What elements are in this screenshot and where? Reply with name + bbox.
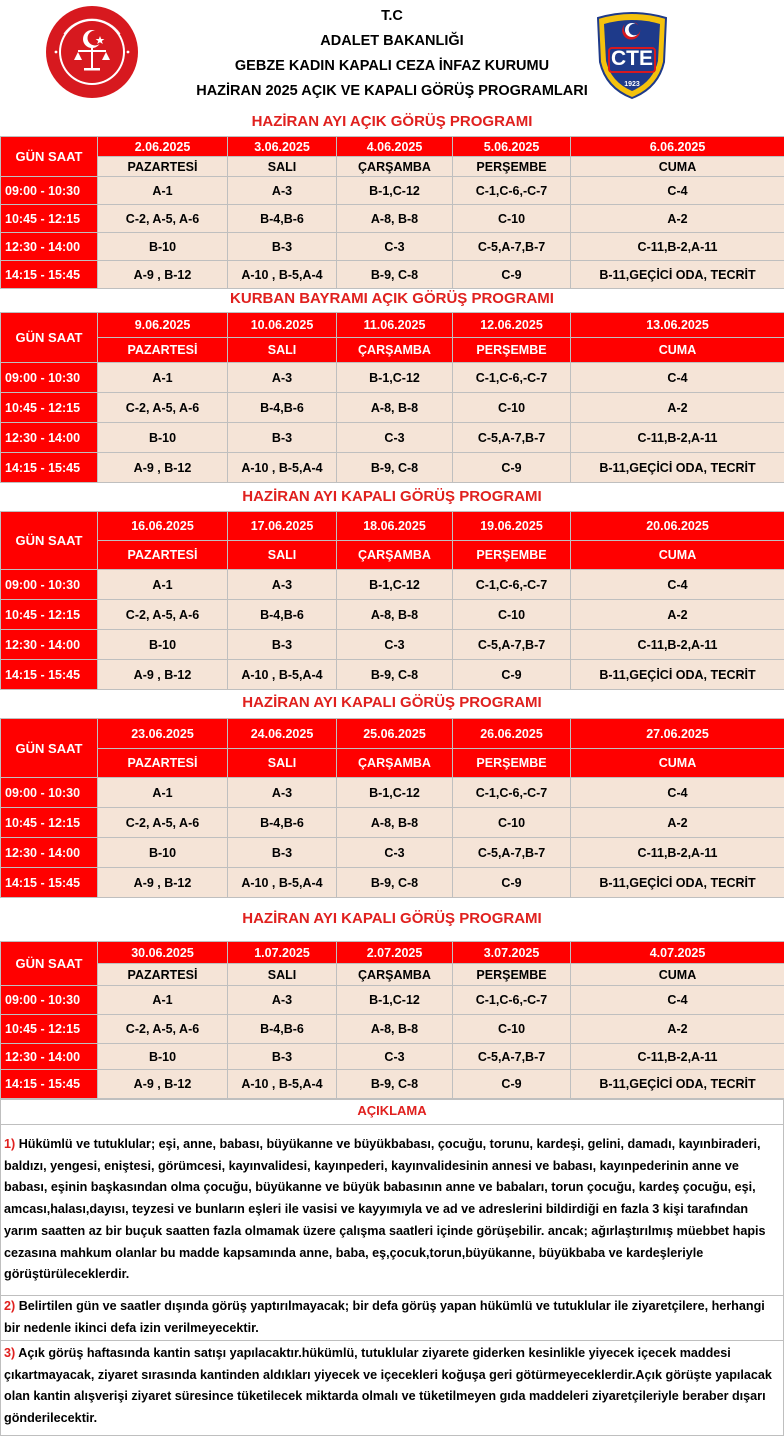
table-row <box>1 393 784 423</box>
block-cell: B-11,GEÇİCİ ODA, TECRİT <box>571 660 784 690</box>
block-cell: A-3 <box>228 778 337 808</box>
block-cell: C-5,A-7,B-7 <box>453 630 571 660</box>
time-slot: 09:00 - 10:30 <box>1 570 98 600</box>
block-cell: B-3 <box>228 1044 337 1070</box>
table-row <box>1 233 784 261</box>
schedule-table <box>0 312 784 483</box>
block-cell: B-4,B-6 <box>228 600 337 630</box>
cte-logo-year: 1923 <box>624 81 640 88</box>
time-slot: 14:15 - 15:45 <box>1 1070 98 1099</box>
header-tc: T.C <box>381 8 403 24</box>
block-cell: B-9, C-8 <box>337 1070 453 1099</box>
date-cell: 25.06.2025 <box>337 719 453 749</box>
block-cell: A-8, B-8 <box>337 393 453 423</box>
time-slot: 14:15 - 15:45 <box>1 261 98 289</box>
day-cell: PERŞEMBE <box>453 338 571 363</box>
day-cell: PERŞEMBE <box>453 964 571 986</box>
block-cell: C-11,B-2,A-11 <box>571 838 784 868</box>
time-slot: 12:30 - 14:00 <box>1 1044 98 1070</box>
date-cell: 30.06.2025 <box>98 942 228 964</box>
block-cell: C-1,C-6,-C-7 <box>453 570 571 600</box>
gun-saat-header: GÜN SAAT <box>1 942 98 986</box>
block-cell: C-9 <box>453 261 571 289</box>
time-slot: 10:45 - 12:15 <box>1 600 98 630</box>
day-cell: SALI <box>228 964 337 986</box>
block-cell: C-3 <box>337 838 453 868</box>
time-slot: 10:45 - 12:15 <box>1 1015 98 1044</box>
block-cell: A-1 <box>98 778 228 808</box>
section-title: HAZİRAN AYI KAPALI GÖRÜŞ PROGRAMI <box>242 910 542 927</box>
block-cell: C-11,B-2,A-11 <box>571 423 784 453</box>
day-cell: ÇARŞAMBA <box>337 541 453 570</box>
section-title: HAZİRAN AYI KAPALI GÖRÜŞ PROGRAMI <box>242 694 542 711</box>
date-cell: 11.06.2025 <box>337 313 453 338</box>
day-cell: PAZARTESİ <box>98 749 228 778</box>
schedule-table <box>0 941 784 1099</box>
divider <box>0 1124 784 1125</box>
date-cell: 20.06.2025 <box>571 512 784 541</box>
block-cell: C-11,B-2,A-11 <box>571 1044 784 1070</box>
date-cell: 13.06.2025 <box>571 313 784 338</box>
table-row <box>1 986 784 1015</box>
note-text: Belirtilen gün ve saatler dışında görüş yaptırılmayacak; bir defa görüş yapan hükümlü ve tutuklular ile ziyaretçilere, herhangi bir nedenle ikinci defa izin verilmeyecektir. <box>4 1299 765 1335</box>
table-row <box>1 838 784 868</box>
block-cell: B-3 <box>228 423 337 453</box>
block-cell: A-9 , B-12 <box>98 1070 228 1099</box>
schedule-table <box>0 511 784 690</box>
block-cell: A-1 <box>98 986 228 1015</box>
explanation-note-2 <box>4 1296 782 1339</box>
day-cell: ÇARŞAMBA <box>337 964 453 986</box>
time-slot: 14:15 - 15:45 <box>1 453 98 483</box>
time-slot: 09:00 - 10:30 <box>1 363 98 393</box>
divider <box>0 1340 784 1341</box>
time-slot: 12:30 - 14:00 <box>1 423 98 453</box>
day-cell: PERŞEMBE <box>453 541 571 570</box>
table-row <box>1 1015 784 1044</box>
table-row <box>1 660 784 690</box>
block-cell: C-9 <box>453 1070 571 1099</box>
block-cell: C-3 <box>337 1044 453 1070</box>
block-cell: B-11,GEÇİCİ ODA, TECRİT <box>571 1070 784 1099</box>
block-cell: A-9 , B-12 <box>98 868 228 898</box>
time-slot: 12:30 - 14:00 <box>1 233 98 261</box>
header-program-title: HAZİRAN 2025 AÇIK VE KAPALI GÖRÜŞ PROGRAMLARI <box>196 83 588 99</box>
day-cell: SALI <box>228 749 337 778</box>
block-cell: A-10 , B-5,A-4 <box>228 1070 337 1099</box>
date-cell: 18.06.2025 <box>337 512 453 541</box>
time-slot: 09:00 - 10:30 <box>1 778 98 808</box>
block-cell: B-3 <box>228 838 337 868</box>
day-cell: SALI <box>228 157 337 177</box>
block-cell: B-10 <box>98 1044 228 1070</box>
header-institution: GEBZE KADIN KAPALI CEZA İNFAZ KURUMU <box>234 58 550 74</box>
note-number: 1) <box>4 1137 16 1151</box>
date-cell: 6.06.2025 <box>571 137 784 157</box>
block-cell: B-1,C-12 <box>337 986 453 1015</box>
block-cell: A-3 <box>228 570 337 600</box>
block-cell: B-4,B-6 <box>228 1015 337 1044</box>
date-cell: 10.06.2025 <box>228 313 337 338</box>
block-cell: C-1,C-6,-C-7 <box>453 363 571 393</box>
block-cell: C-2, A-5, A-6 <box>98 600 228 630</box>
block-cell: B-1,C-12 <box>337 177 453 205</box>
block-cell: B-9, C-8 <box>337 868 453 898</box>
gun-saat-header: GÜN SAAT <box>1 137 98 177</box>
block-cell: B-1,C-12 <box>337 363 453 393</box>
block-cell: A-1 <box>98 570 228 600</box>
time-slot: 10:45 - 12:15 <box>1 393 98 423</box>
block-cell: C-1,C-6,-C-7 <box>453 778 571 808</box>
block-cell: A-2 <box>571 205 784 233</box>
block-cell: B-11,GEÇİCİ ODA, TECRİT <box>571 868 784 898</box>
date-cell: 3.07.2025 <box>453 942 571 964</box>
section-title: HAZİRAN AYI KAPALI GÖRÜŞ PROGRAMI <box>242 488 542 505</box>
table-row <box>1 1070 784 1099</box>
day-cell: ÇARŞAMBA <box>337 157 453 177</box>
block-cell: C-2, A-5, A-6 <box>98 393 228 423</box>
block-cell: A-8, B-8 <box>337 205 453 233</box>
block-cell: C-5,A-7,B-7 <box>453 838 571 868</box>
section-title: HAZİRAN AYI AÇIK GÖRÜŞ PROGRAMI <box>251 113 533 130</box>
day-cell: ÇARŞAMBA <box>337 749 453 778</box>
date-cell: 12.06.2025 <box>453 313 571 338</box>
block-cell: A-3 <box>228 363 337 393</box>
block-cell: C-9 <box>453 868 571 898</box>
block-cell: A-9 , B-12 <box>98 261 228 289</box>
block-cell: B-10 <box>98 233 228 261</box>
block-cell: B-9, C-8 <box>337 660 453 690</box>
block-cell: A-2 <box>571 1015 784 1044</box>
table-row <box>1 1044 784 1070</box>
block-cell: C-10 <box>453 205 571 233</box>
ministry-of-justice-seal-icon <box>44 4 140 100</box>
date-cell: 24.06.2025 <box>228 719 337 749</box>
block-cell: A-9 , B-12 <box>98 453 228 483</box>
note-number: 2) <box>4 1299 16 1313</box>
block-cell: A-10 , B-5,A-4 <box>228 660 337 690</box>
block-cell: C-5,A-7,B-7 <box>453 233 571 261</box>
block-cell: C-10 <box>453 1015 571 1044</box>
block-cell: A-2 <box>571 393 784 423</box>
date-cell: 4.06.2025 <box>337 137 453 157</box>
date-cell: 19.06.2025 <box>453 512 571 541</box>
time-slot: 09:00 - 10:30 <box>1 177 98 205</box>
block-cell: C-2, A-5, A-6 <box>98 808 228 838</box>
date-cell: 26.06.2025 <box>453 719 571 749</box>
day-cell: CUMA <box>571 541 784 570</box>
day-cell: PAZARTESİ <box>98 964 228 986</box>
block-cell: B-11,GEÇİCİ ODA, TECRİT <box>571 261 784 289</box>
day-cell: CUMA <box>571 964 784 986</box>
block-cell: B-4,B-6 <box>228 808 337 838</box>
block-cell: B-3 <box>228 630 337 660</box>
block-cell: A-1 <box>98 177 228 205</box>
block-cell: C-4 <box>571 177 784 205</box>
explanation-border-left <box>0 1099 1 1436</box>
date-cell: 17.06.2025 <box>228 512 337 541</box>
block-cell: A-8, B-8 <box>337 1015 453 1044</box>
block-cell: B-9, C-8 <box>337 261 453 289</box>
explanation-note-3 <box>4 1343 782 1430</box>
block-cell: A-10 , B-5,A-4 <box>228 453 337 483</box>
block-cell: C-1,C-6,-C-7 <box>453 177 571 205</box>
time-slot: 10:45 - 12:15 <box>1 205 98 233</box>
block-cell: C-1,C-6,-C-7 <box>453 986 571 1015</box>
day-cell: CUMA <box>571 749 784 778</box>
block-cell: C-10 <box>453 600 571 630</box>
time-slot: 12:30 - 14:00 <box>1 630 98 660</box>
table-row <box>1 261 784 289</box>
block-cell: B-10 <box>98 838 228 868</box>
block-cell: C-10 <box>453 393 571 423</box>
block-cell: C-11,B-2,A-11 <box>571 630 784 660</box>
date-cell: 5.06.2025 <box>453 137 571 157</box>
date-cell: 2.06.2025 <box>98 137 228 157</box>
block-cell: B-11,GEÇİCİ ODA, TECRİT <box>571 453 784 483</box>
block-cell: B-1,C-12 <box>337 778 453 808</box>
block-cell: C-11,B-2,A-11 <box>571 233 784 261</box>
day-cell: CUMA <box>571 157 784 177</box>
day-cell: PAZARTESİ <box>98 338 228 363</box>
table-row <box>1 630 784 660</box>
block-cell: C-4 <box>571 363 784 393</box>
block-cell: C-4 <box>571 778 784 808</box>
block-cell: B-3 <box>228 233 337 261</box>
day-cell: PAZARTESİ <box>98 157 228 177</box>
date-cell: 23.06.2025 <box>98 719 228 749</box>
block-cell: A-1 <box>98 363 228 393</box>
day-cell: SALI <box>228 338 337 363</box>
block-cell: B-4,B-6 <box>228 393 337 423</box>
note-text: Hükümlü ve tutuklular; eşi, anne, babası, büyükanne ve büyükbabası, çocuğu, torunu, kardeşi, gelini, damadı, kayınbiraderi, baldızı, yengesi, eniştesi, görümcesi, kayınvalidesi, kayınpederi, kayınvalidesinin annesi ve babası, kayınpederinin anne ve babası, eşinin başkasından olma çocuğu, büyükanne ve büyük babasının anne ve babaları, torun çocuğu, kardeş çocuğu, eşi, amcası,halası,dayısı, teyzesi ve bunların eşleri ile vasisi ve kayyımıyla ve ad ve adreslerini bildirdiği en fazla 3 kişi tarafından yarım saatten az bir buçuk saatten fazla olmamak üzere çalışma saatleri içinde görüşebilir. ancak; ağırlaştırılmış müebbet hapis cezasına mahkum olanlar bu madde kapsamında anne, baba, eş,çocuk,torun,büyükanne, büyükbaba ve kardeşleriyle görüştürüleceklerdir. <box>4 1137 766 1282</box>
gun-saat-header: GÜN SAAT <box>1 719 98 778</box>
block-cell: C-5,A-7,B-7 <box>453 1044 571 1070</box>
gun-saat-header: GÜN SAAT <box>1 313 98 363</box>
date-cell: 4.07.2025 <box>571 942 784 964</box>
block-cell: C-3 <box>337 233 453 261</box>
note-number: 3) <box>4 1346 16 1360</box>
header-ministry: ADALET BAKANLIĞI <box>320 33 464 49</box>
block-cell: C-4 <box>571 570 784 600</box>
table-row <box>1 570 784 600</box>
table-row <box>1 868 784 898</box>
block-cell: A-9 , B-12 <box>98 660 228 690</box>
table-row <box>1 363 784 393</box>
block-cell: A-10 , B-5,A-4 <box>228 261 337 289</box>
day-cell: ÇARŞAMBA <box>337 338 453 363</box>
block-cell: B-9, C-8 <box>337 453 453 483</box>
block-cell: A-2 <box>571 600 784 630</box>
block-cell: C-2, A-5, A-6 <box>98 1015 228 1044</box>
block-cell: B-1,C-12 <box>337 570 453 600</box>
date-cell: 16.06.2025 <box>98 512 228 541</box>
table-row <box>1 453 784 483</box>
note-text: Açık görüş haftasında kantin satışı yapılacaktır.hükümlü, tutuklular ziyarete giderken kesinlikle yiyecek içecek maddesi çıkartmayacak, ziyaret sırasında kantinden aldıkları yiyecek ve içecekleri koğuşa geri götürmeyeceklerdir.Açık görüşte yapılacak olan kantin alışverişi ziyaret süresince tüketilecek miktarda olmalı ve tüketilmeyen gıda maddeleri ziyaretçileriyle beraber dışarı gönderilecektir. <box>4 1346 772 1426</box>
date-cell: 9.06.2025 <box>98 313 228 338</box>
table-row <box>1 177 784 205</box>
block-cell: C-10 <box>453 808 571 838</box>
day-cell: PAZARTESİ <box>98 541 228 570</box>
table-row <box>1 205 784 233</box>
block-cell: B-4,B-6 <box>228 205 337 233</box>
block-cell: C-9 <box>453 660 571 690</box>
page-header <box>0 0 784 108</box>
gun-saat-header: GÜN SAAT <box>1 512 98 570</box>
cte-shield-logo-icon <box>592 10 672 100</box>
day-cell: CUMA <box>571 338 784 363</box>
table-row <box>1 600 784 630</box>
day-cell: PERŞEMBE <box>453 157 571 177</box>
table-row <box>1 808 784 838</box>
date-cell: 2.07.2025 <box>337 942 453 964</box>
explanation-title: AÇIKLAMA <box>357 1103 427 1118</box>
time-slot: 10:45 - 12:15 <box>1 808 98 838</box>
block-cell: B-10 <box>98 423 228 453</box>
block-cell: C-9 <box>453 453 571 483</box>
explanation-note-1 <box>4 1134 782 1286</box>
time-slot: 14:15 - 15:45 <box>1 868 98 898</box>
section-title: KURBAN BAYRAMI AÇIK GÖRÜŞ PROGRAMI <box>230 290 554 307</box>
block-cell: C-5,A-7,B-7 <box>453 423 571 453</box>
block-cell: A-3 <box>228 177 337 205</box>
cte-logo-letters: CTE <box>611 47 653 70</box>
block-cell: C-2, A-5, A-6 <box>98 205 228 233</box>
date-cell: 27.06.2025 <box>571 719 784 749</box>
table-row <box>1 778 784 808</box>
block-cell: A-2 <box>571 808 784 838</box>
date-cell: 3.06.2025 <box>228 137 337 157</box>
block-cell: B-10 <box>98 630 228 660</box>
time-slot: 14:15 - 15:45 <box>1 660 98 690</box>
schedule-table <box>0 718 784 898</box>
time-slot: 09:00 - 10:30 <box>1 986 98 1015</box>
block-cell: C-3 <box>337 630 453 660</box>
day-cell: SALI <box>228 541 337 570</box>
block-cell: A-8, B-8 <box>337 600 453 630</box>
day-cell: PERŞEMBE <box>453 749 571 778</box>
block-cell: C-4 <box>571 986 784 1015</box>
block-cell: A-8, B-8 <box>337 808 453 838</box>
time-slot: 12:30 - 14:00 <box>1 838 98 868</box>
table-row <box>1 423 784 453</box>
date-cell: 1.07.2025 <box>228 942 337 964</box>
block-cell: A-3 <box>228 986 337 1015</box>
schedule-table <box>0 136 784 289</box>
block-cell: C-3 <box>337 423 453 453</box>
block-cell: A-10 , B-5,A-4 <box>228 868 337 898</box>
